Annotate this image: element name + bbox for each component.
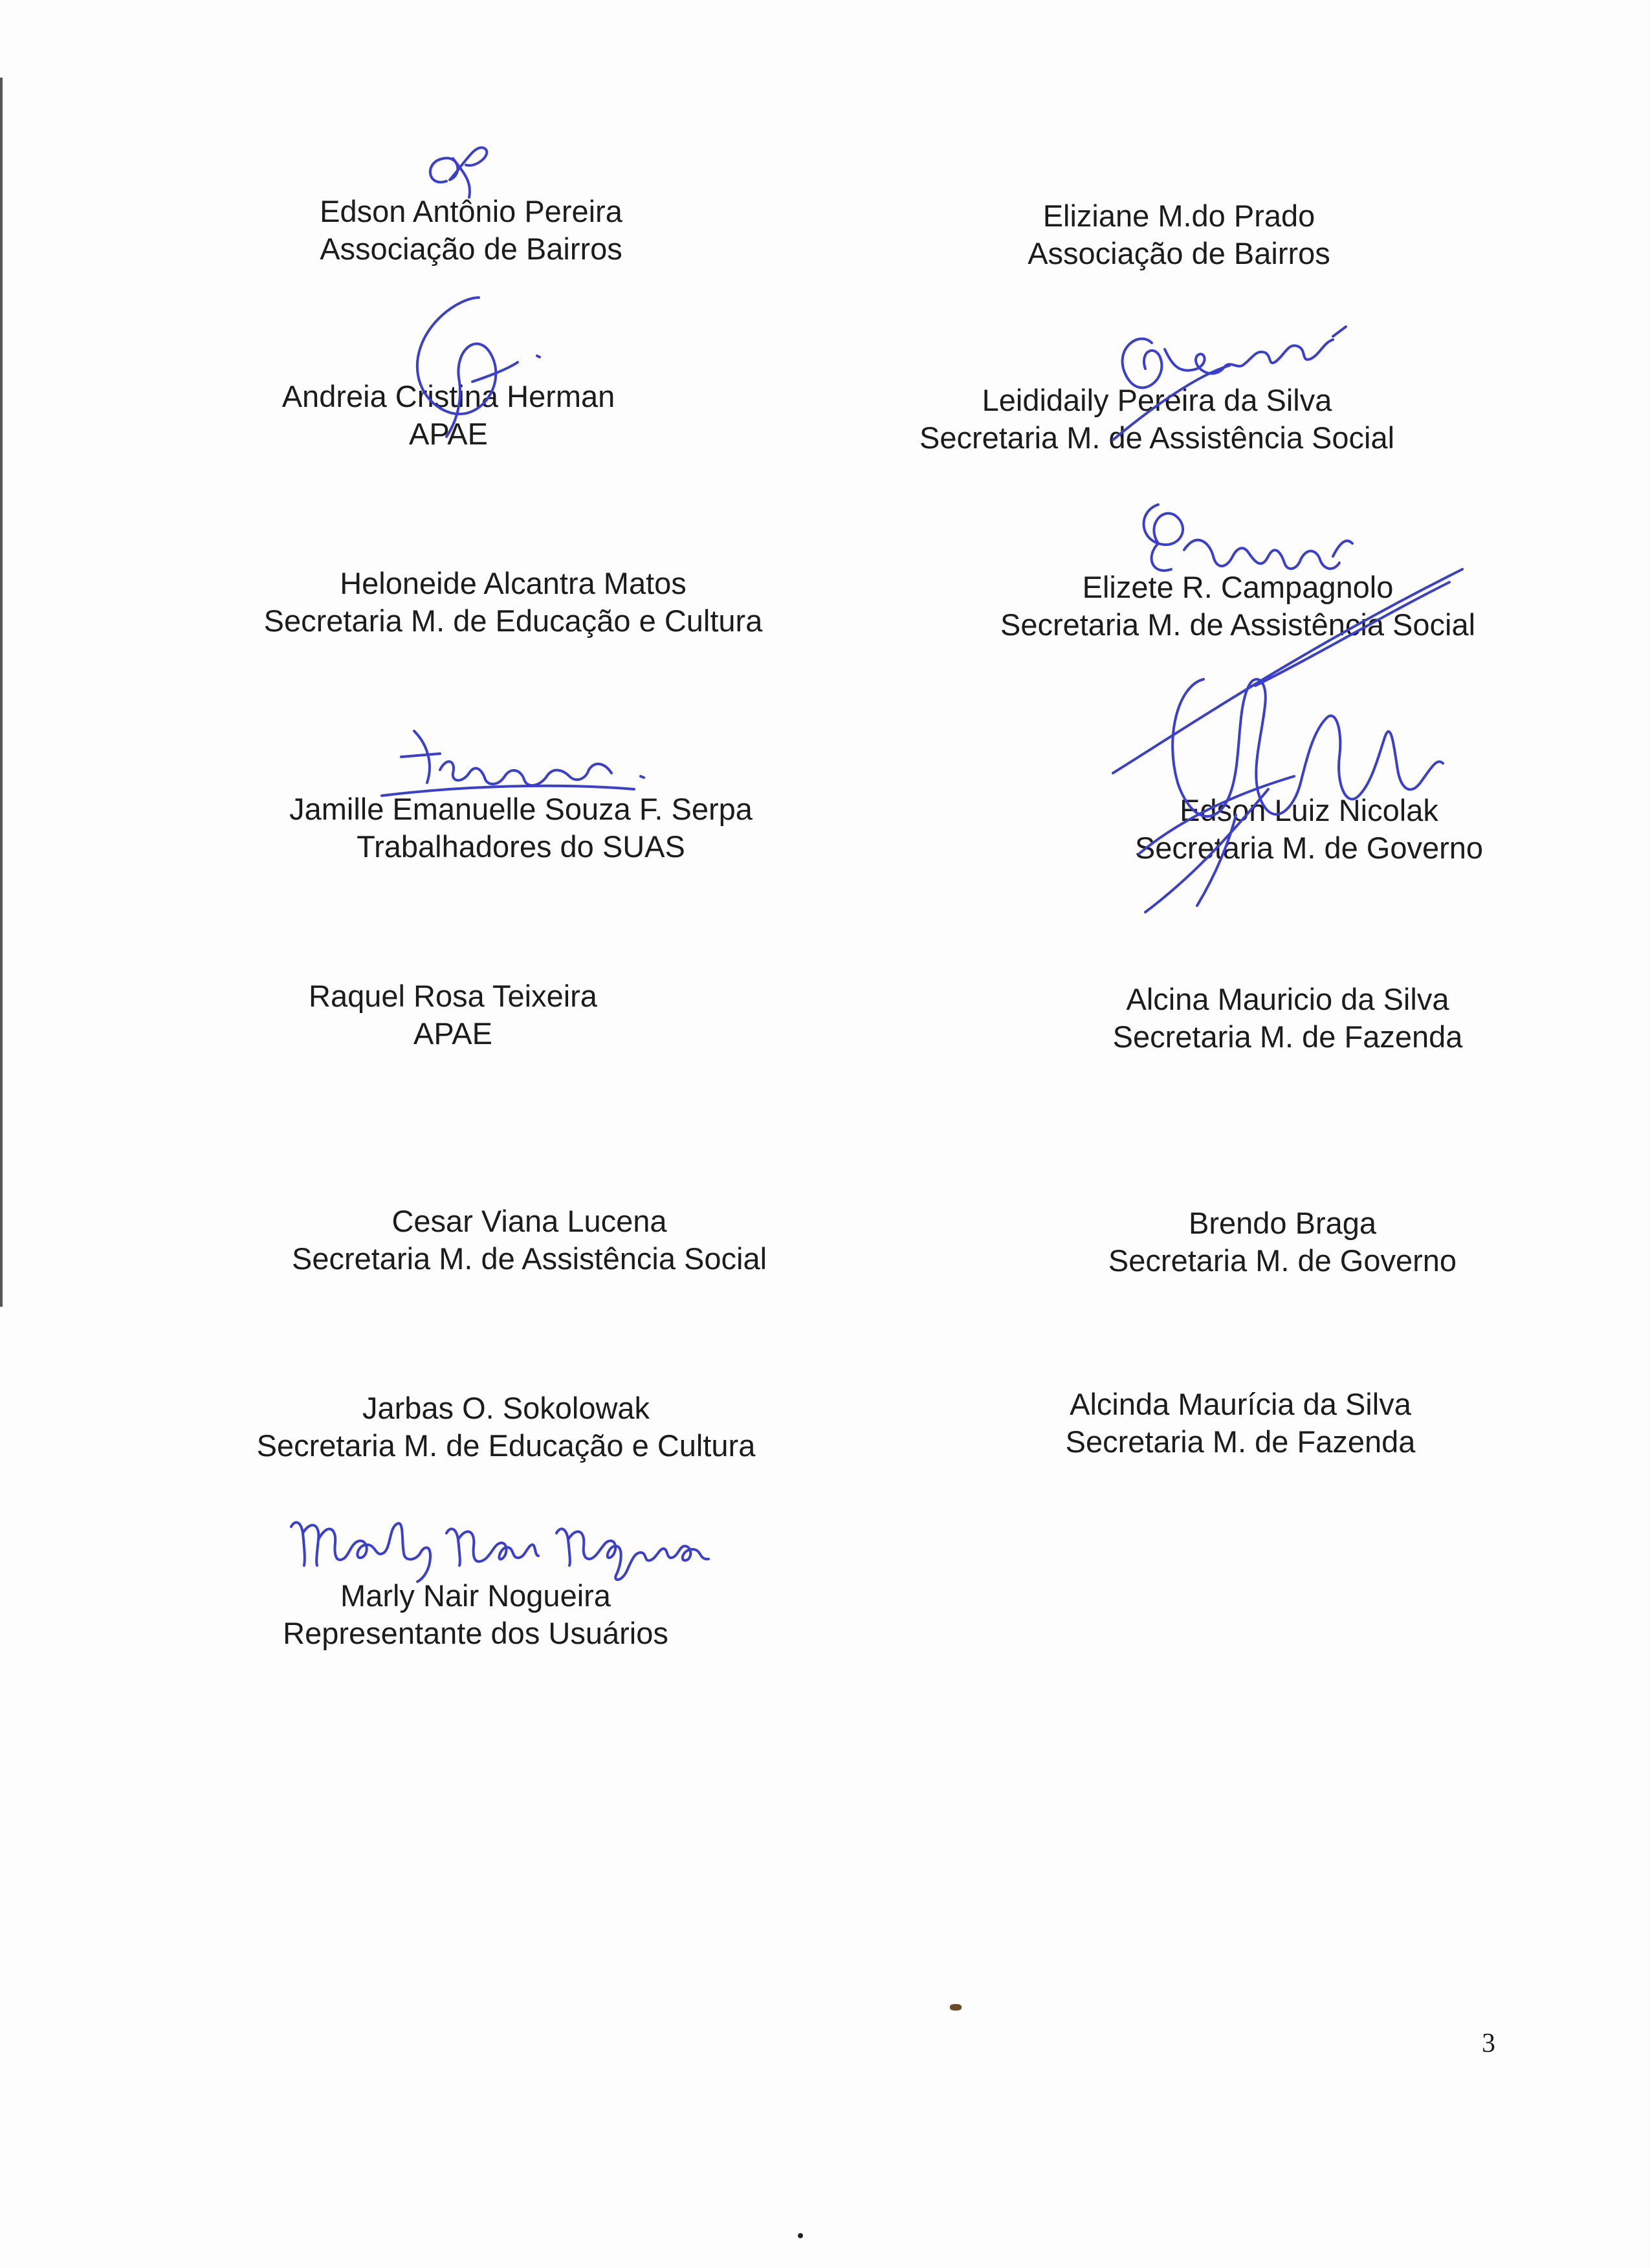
signatory-name: Jamille Emanuelle Souza F. Serpa	[289, 792, 753, 826]
signatory-name: Edson Antônio Pereira	[320, 194, 622, 228]
handwritten-signature-marly	[278, 1494, 744, 1585]
signatory-organization: Secretaria M. de Assistência Social	[291, 1241, 767, 1276]
signatory-name: Alcinda Maurícia da Silva	[1070, 1387, 1411, 1421]
signatory-block	[1028, 197, 1330, 272]
scan-edge-mark	[0, 78, 3, 1307]
handwritten-signature-edson-luiz	[1100, 660, 1462, 932]
signatory-name: Raquel Rosa Teixeira	[309, 979, 597, 1013]
signatory-block	[283, 1577, 668, 1652]
signatory-organization: Secretaria M. de Governo	[1134, 831, 1484, 865]
signatory-organization: Representante dos Usuários	[283, 1616, 668, 1650]
signatory-organization: Secretaria M. de Educação e Cultura	[256, 1428, 756, 1463]
signatory-block	[1113, 981, 1463, 1056]
signatory-organization: Secretaria M. de Fazenda	[1112, 1020, 1463, 1054]
signatory-name: Jarbas O. Sokolowak	[362, 1391, 650, 1425]
scan-dot	[798, 2233, 803, 2238]
signatory-name: Alcina Mauricio da Silva	[1126, 982, 1449, 1016]
signatory-organization: Trabalhadores do SUAS	[357, 829, 685, 864]
signatory-block	[292, 1203, 767, 1278]
signatory-organization: Associação de Bairros	[1028, 236, 1330, 270]
signatory-organization: Secretaria M. de Governo	[1108, 1243, 1457, 1278]
signatory-block	[309, 977, 597, 1052]
signatory-organization: Secretaria M. de Educação e Cultura	[263, 604, 763, 638]
handwritten-signature-edson-antonio	[414, 136, 505, 207]
signatory-name: Elizete R. Campagnolo	[1082, 570, 1394, 604]
signatory-name: Eliziane M.do Prado	[1042, 199, 1315, 233]
signatory-organization: APAE	[413, 1016, 492, 1051]
signatory-organization: Secretaria M. de Assistência Social	[919, 420, 1395, 455]
signatory-name: Heloneide Alcantra Matos	[340, 566, 687, 600]
handwritten-signature-jamille	[362, 725, 686, 809]
page-number: 3	[1482, 2029, 1495, 2058]
signatory-name: Brendo Braga	[1188, 1206, 1377, 1240]
signatory-block	[1066, 1386, 1416, 1461]
signatory-organization: Secretaria M. de Assistência Social	[1000, 607, 1476, 642]
signatory-name: Cesar Viana Lucena	[391, 1204, 667, 1238]
signatory-block	[264, 565, 763, 640]
handwritten-signature-leididaily	[1100, 304, 1372, 453]
scan-speck	[950, 2004, 962, 2011]
signatory-name: Marly Nair Nogueira	[340, 1578, 611, 1613]
handwritten-signature-andreia	[382, 285, 556, 440]
signatory-name: Andreia Cristina Herman	[281, 379, 615, 413]
signatory-organization: APAE	[409, 417, 488, 451]
signatory-organization: Secretaria M. de Fazenda	[1065, 1424, 1416, 1459]
signatory-name: Leididaily Pereira da Silva	[982, 383, 1332, 417]
signatory-organization: Associação de Bairros	[320, 232, 622, 266]
signatory-block	[257, 1390, 756, 1465]
signatory-name: Edson Luiz Nicolak	[1180, 793, 1438, 827]
signatory-block	[1108, 1205, 1457, 1280]
